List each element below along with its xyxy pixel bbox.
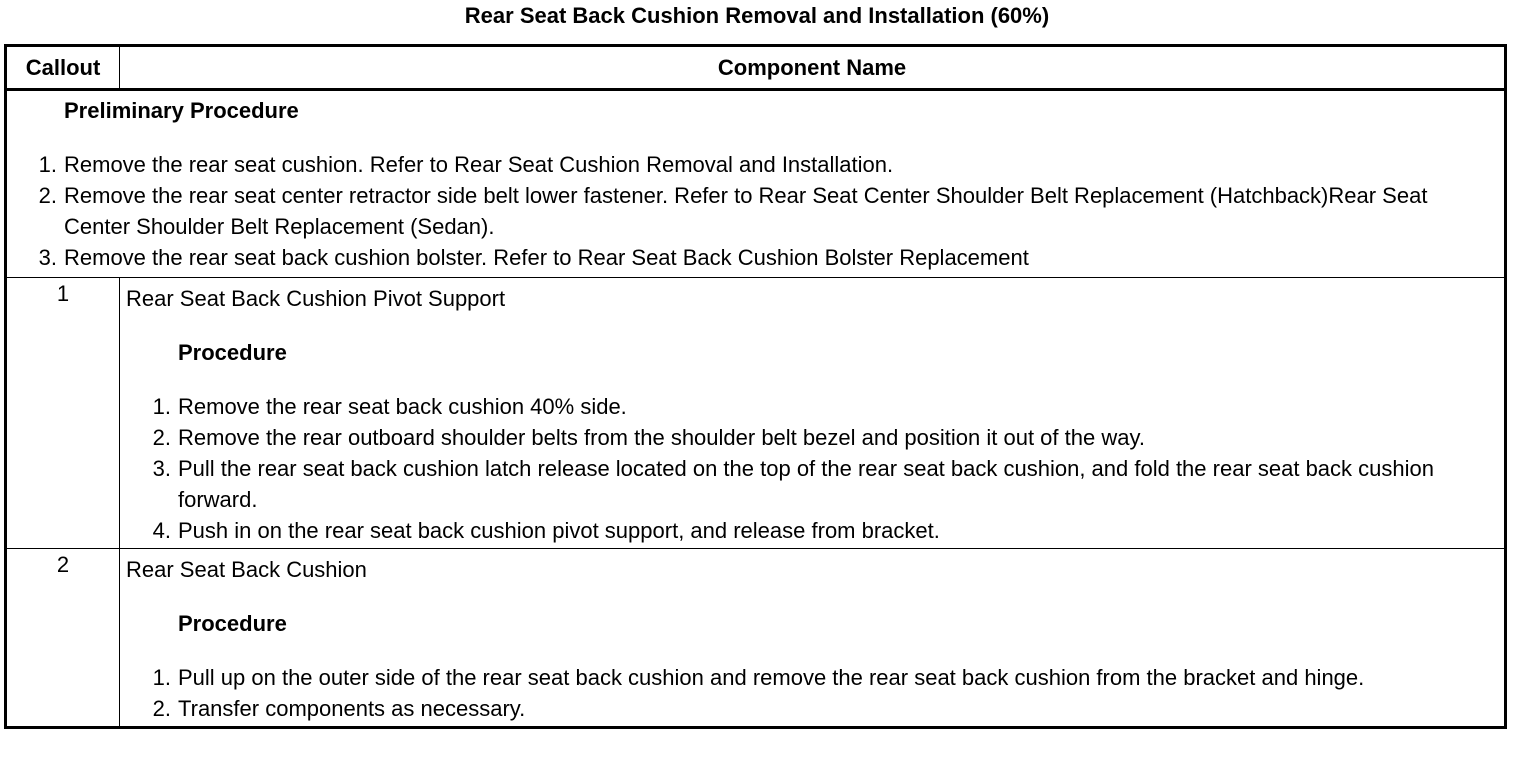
callout-number: 1 xyxy=(6,278,120,549)
step-text: Pull up on the outer side of the rear seat back cushion and remove the rear seat back cushion from the bracket and hinge. xyxy=(178,665,1365,690)
step-number: 2. xyxy=(152,425,171,450)
component-procedure xyxy=(126,608,1484,724)
step-text: Push in on the rear seat back cushion pivot support, and release from bracket. xyxy=(178,518,940,543)
list-item xyxy=(27,242,1484,273)
step-number: 3. xyxy=(38,245,57,270)
step-text: Remove the rear seat cushion. Refer to Rear Seat Cushion Removal and Installation. xyxy=(64,152,894,177)
list-item xyxy=(141,693,1484,724)
procedure-heading: Procedure xyxy=(178,340,287,365)
list-item xyxy=(27,149,1484,180)
step-text: Remove the rear outboard shoulder belts from the shoulder belt bezel and position it out of the way. xyxy=(178,425,1145,450)
list-item xyxy=(141,453,1484,515)
preliminary-procedure-row xyxy=(6,90,1506,278)
preliminary-step-list xyxy=(27,149,1484,273)
callout-column-header: Callout xyxy=(6,46,120,90)
table-row xyxy=(6,549,1506,728)
step-number: 2. xyxy=(38,183,57,208)
step-number: 4. xyxy=(152,518,171,543)
component-cell xyxy=(120,278,1506,549)
list-item xyxy=(141,422,1484,453)
step-text: Pull the rear seat back cushion latch release located on the top of the rear seat back cushion, and fold the rear seat back cushion forward. xyxy=(178,456,1434,512)
component-cell xyxy=(120,549,1506,728)
step-number: 3. xyxy=(152,456,171,481)
preliminary-procedure-cell xyxy=(6,90,1506,278)
list-item xyxy=(141,515,1484,546)
component-procedure xyxy=(126,337,1484,546)
procedure-table xyxy=(4,44,1507,729)
component-name: Rear Seat Back Cushion xyxy=(126,557,367,582)
preliminary-procedure-heading: Preliminary Procedure xyxy=(64,98,299,123)
component-name-column-header: Component Name xyxy=(120,46,1506,90)
step-text: Transfer components as necessary. xyxy=(178,696,526,721)
table-header-row xyxy=(6,46,1506,90)
step-number: 1. xyxy=(152,394,171,419)
step-number: 2. xyxy=(152,696,171,721)
step-number: 1. xyxy=(38,152,57,177)
step-text: Remove the rear seat center retractor side belt lower fastener. Refer to Rear Seat Center Shoulder Belt Replacement (Hatchback)Rear Seat Center Shoulder Belt Replacement (Sedan). xyxy=(64,183,1428,239)
procedure-step-list xyxy=(141,391,1484,546)
step-text: Remove the rear seat back cushion bolster. Refer to Rear Seat Back Cushion Bolster Replacement xyxy=(64,245,1029,270)
list-item xyxy=(27,180,1484,242)
step-text: Remove the rear seat back cushion 40% side. xyxy=(178,394,627,419)
step-number: 1. xyxy=(152,665,171,690)
table-row xyxy=(6,278,1506,549)
procedure-heading: Procedure xyxy=(178,611,287,636)
document-title: Rear Seat Back Cushion Removal and Installation (60%) xyxy=(464,3,1050,28)
callout-number: 2 xyxy=(6,549,120,728)
list-item xyxy=(141,391,1484,422)
procedure-step-list xyxy=(141,662,1484,724)
component-name: Rear Seat Back Cushion Pivot Support xyxy=(126,286,506,311)
list-item xyxy=(141,662,1484,693)
